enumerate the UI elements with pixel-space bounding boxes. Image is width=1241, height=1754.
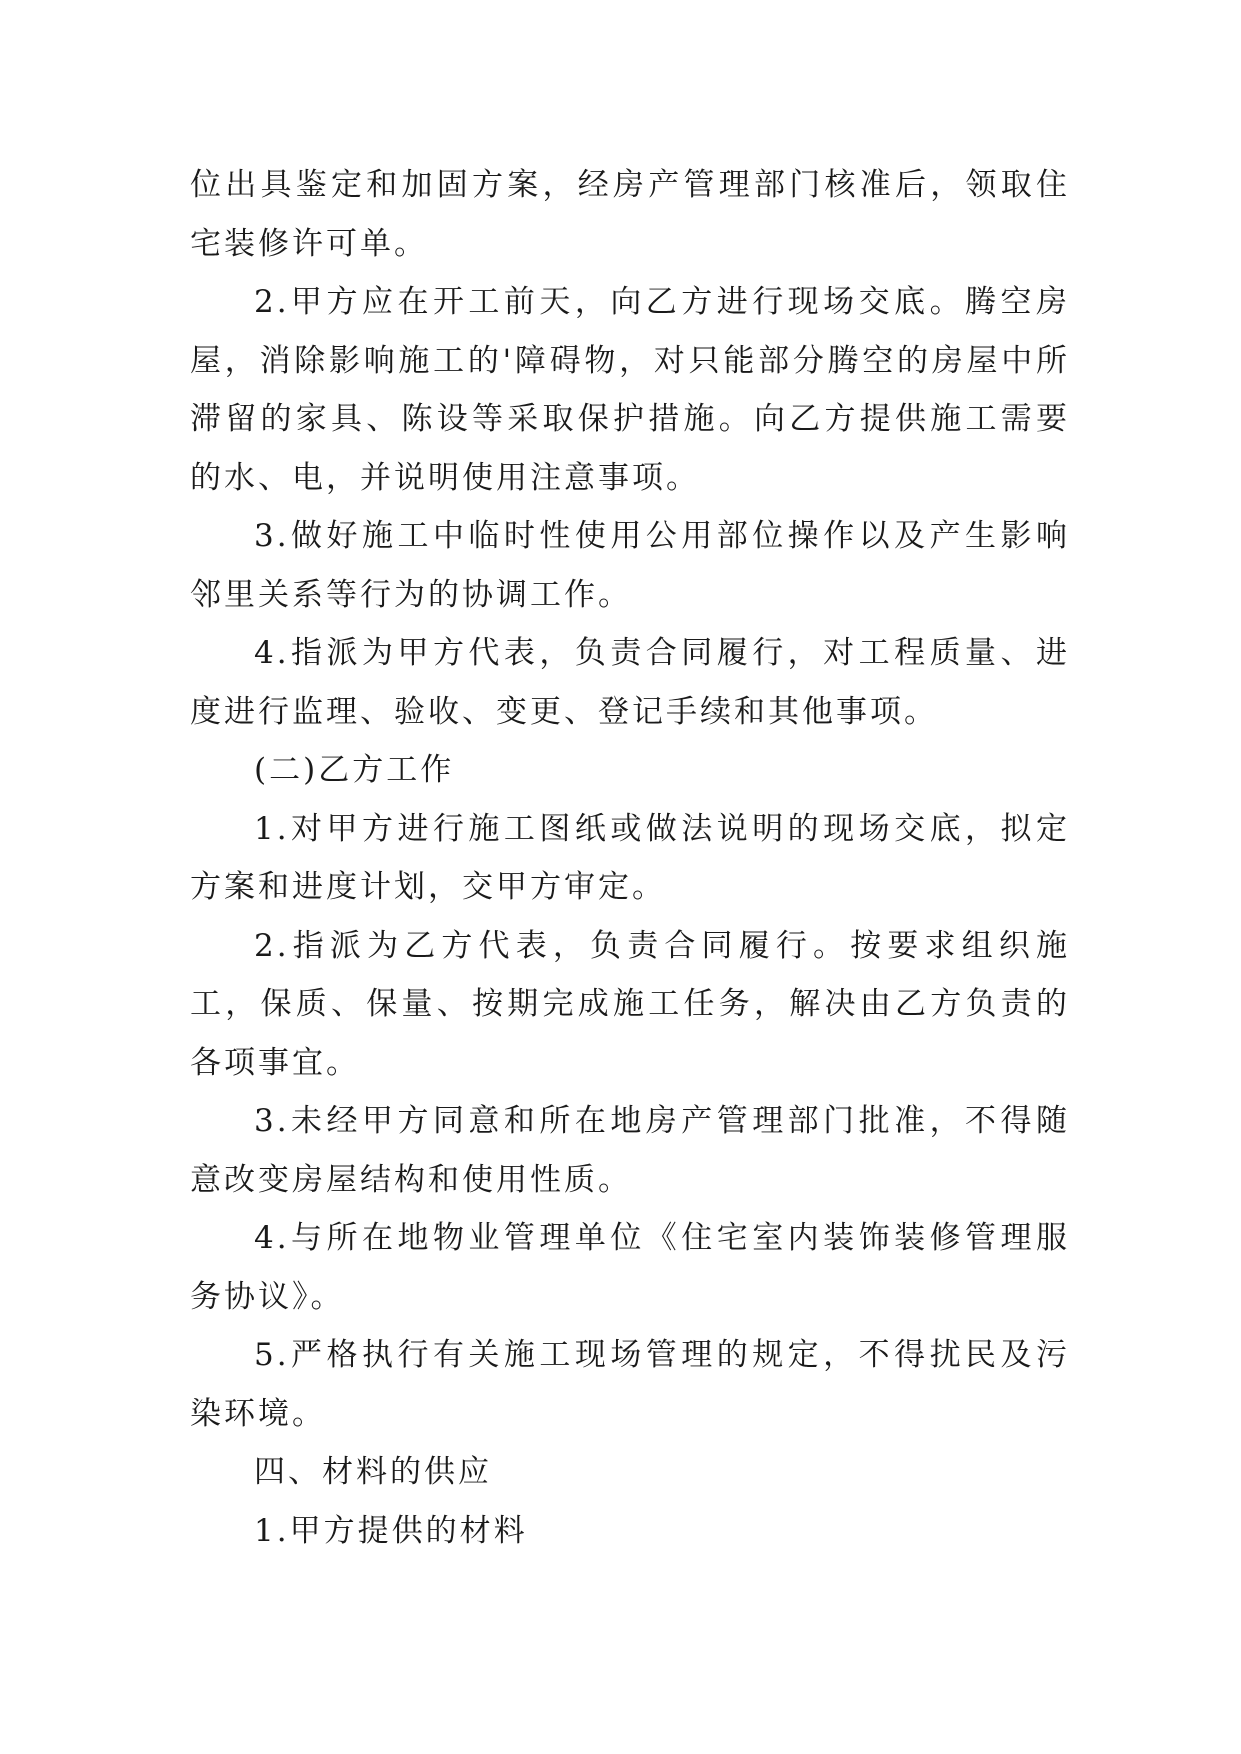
paragraph-4: 4.指派为甲方代表，负责合同履行，对工程质量、进度进行监理、验收、变更、登记手续和其他事项。 bbox=[190, 635, 1070, 730]
subheading-party-a-materials: 1.甲方提供的材料 bbox=[254, 1512, 528, 1549]
paragraph-1: 位出具鉴定和加固方案，经房产管理部门核准后，领取住宅装修许可单。 bbox=[190, 167, 1070, 262]
section-heading-material-supply: 四、材料的供应 bbox=[254, 1454, 492, 1490]
paragraph-9: 4.与所在地物业管理单位《住宅室内装饰装修管理服务协议》。 bbox=[190, 1220, 1070, 1315]
paragraph-2: 2.甲方应在开工前天，向乙方进行现场交底。腾空房屋，消除影响施工的'障碍物，对只能部分腾空的房屋中所滞留的家具、陈设等采取保护措施。向乙方提供施工需要的水、电，并说明使用注意事项。 bbox=[190, 284, 1070, 496]
document-body bbox=[190, 156, 1070, 1560]
paragraph-3: 3.做好施工中临时性使用公用部位操作以及产生影响邻里关系等行为的协调工作。 bbox=[190, 518, 1070, 613]
paragraph-6: 1.对甲方进行施工图纸或做法说明的现场交底，拟定方案和进度计划，交甲方审定。 bbox=[190, 810, 1070, 905]
section-heading-party-b-work: (二)乙方工作 bbox=[254, 752, 455, 788]
paragraph-7: 2.指派为乙方代表，负责合同履行。按要求组织施工，保质、保量、按期完成施工任务，解决由乙方负责的各项事宜。 bbox=[190, 927, 1070, 1081]
paragraph-8: 3.未经甲方同意和所在地房产管理部门批准，不得随意改变房屋结构和使用性质。 bbox=[190, 1103, 1070, 1198]
paragraph-10: 5.严格执行有关施工现场管理的规定，不得扰民及污染环境。 bbox=[190, 1337, 1070, 1432]
